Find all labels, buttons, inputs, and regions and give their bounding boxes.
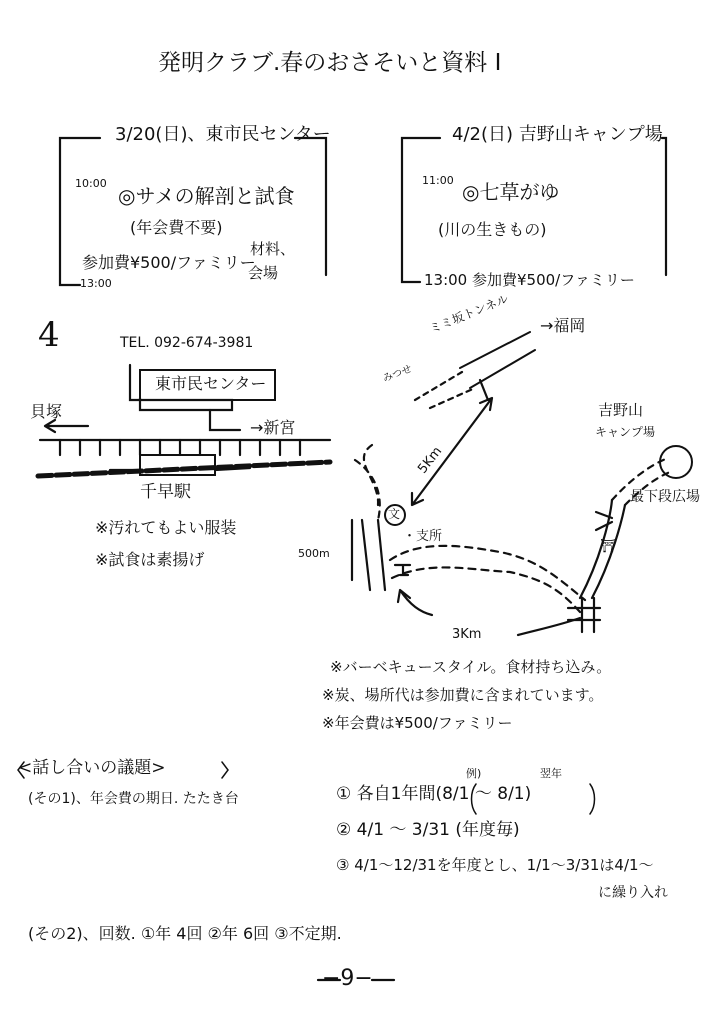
event2-date: 4/2(日) 吉野山キャンプ場 <box>452 124 663 145</box>
school-icon: 文 <box>388 507 401 521</box>
event2-note: (川の生きもの) <box>438 220 547 239</box>
station-name: 千早駅 <box>140 482 191 502</box>
agenda-opt2: ② 4/1 〜 3/31 (年度毎) <box>336 820 520 840</box>
dir-kaizuka: 貝塚 <box>30 402 63 421</box>
agenda-opt3-line1: ③ 4/1〜12/31を年度とし、1/1〜3/31は4/1〜 <box>336 856 654 874</box>
note-fee: ※年会費は¥500/ファミリー <box>322 714 513 732</box>
page-title: 発明クラブ.春のおさそいと資料 I <box>158 50 502 76</box>
agenda-opt1: ① 各自1年間(8/1 〜 8/1) <box>336 784 532 804</box>
map1-note1: ※汚れてもよい服装 <box>95 518 237 537</box>
agenda-heading: <話し合いの議題> <box>18 758 166 778</box>
note-charcoal: ※炭、場所代は参加費に含まれています。 <box>322 686 604 704</box>
event1-fee-note-1: 材料、 <box>250 240 296 258</box>
center-tel: TEL. 092-674-3981 <box>120 335 254 351</box>
event1-activity: ◎サメの解剖と試食 <box>118 184 295 208</box>
agenda-opt3-line2: に繰り入れ <box>598 885 668 901</box>
camp-label-2: キャンプ場 <box>595 425 656 439</box>
note-bbq: ※バーベキュースタイル。食材持ち込み。 <box>330 658 612 676</box>
event2-activity: ◎七草がゆ <box>462 180 560 204</box>
event1-fee-note-2: 会場 <box>248 264 279 282</box>
agenda-item1: (その1)、年会費の期日. たたき台 <box>28 791 239 807</box>
event1-fee: 参加費¥500/ファミリー <box>82 253 256 272</box>
tunnel-label: ミミ坂トンネル <box>427 291 511 337</box>
map1-note2: ※試食は素揚げ <box>95 550 205 569</box>
event1-note: (年会費不要) <box>130 218 223 237</box>
torii-icon: ⛩ <box>600 539 617 554</box>
agenda-opt1-example: 例) <box>466 767 482 780</box>
page-number: −9− <box>322 966 373 991</box>
map-number: 4 <box>38 315 60 355</box>
event2-fee: 13:00 参加費¥500/ファミリー <box>424 271 635 289</box>
event2-box <box>402 138 666 282</box>
distance-5km: 5Km <box>415 444 446 477</box>
distance-3km: 3Km <box>452 627 482 642</box>
mizuse-label: みつせ <box>381 363 414 385</box>
event1-time-start: 10:00 <box>75 177 107 190</box>
camp-label: 吉野山 <box>598 401 644 419</box>
event1-date: 3/20(日)、東市民センター <box>115 124 331 145</box>
agenda-item2: (その2)、回数. ①年 4回 ②年 6回 ③不定期. <box>28 924 342 943</box>
center-name: 東市民センター <box>155 374 267 393</box>
distance-500m: 500m <box>298 547 330 560</box>
dir-shingu: →新宮 <box>250 418 296 437</box>
fukuoka-label: →福岡 <box>540 316 586 335</box>
event2-time-start: 11:00 <box>422 174 454 187</box>
office-label: ・支所 <box>403 529 443 544</box>
event1-time-end: 13:00 <box>80 277 112 290</box>
agenda-opt1-next: 翌年 <box>540 767 562 780</box>
campsite-label: 最下段広場 <box>630 489 700 505</box>
